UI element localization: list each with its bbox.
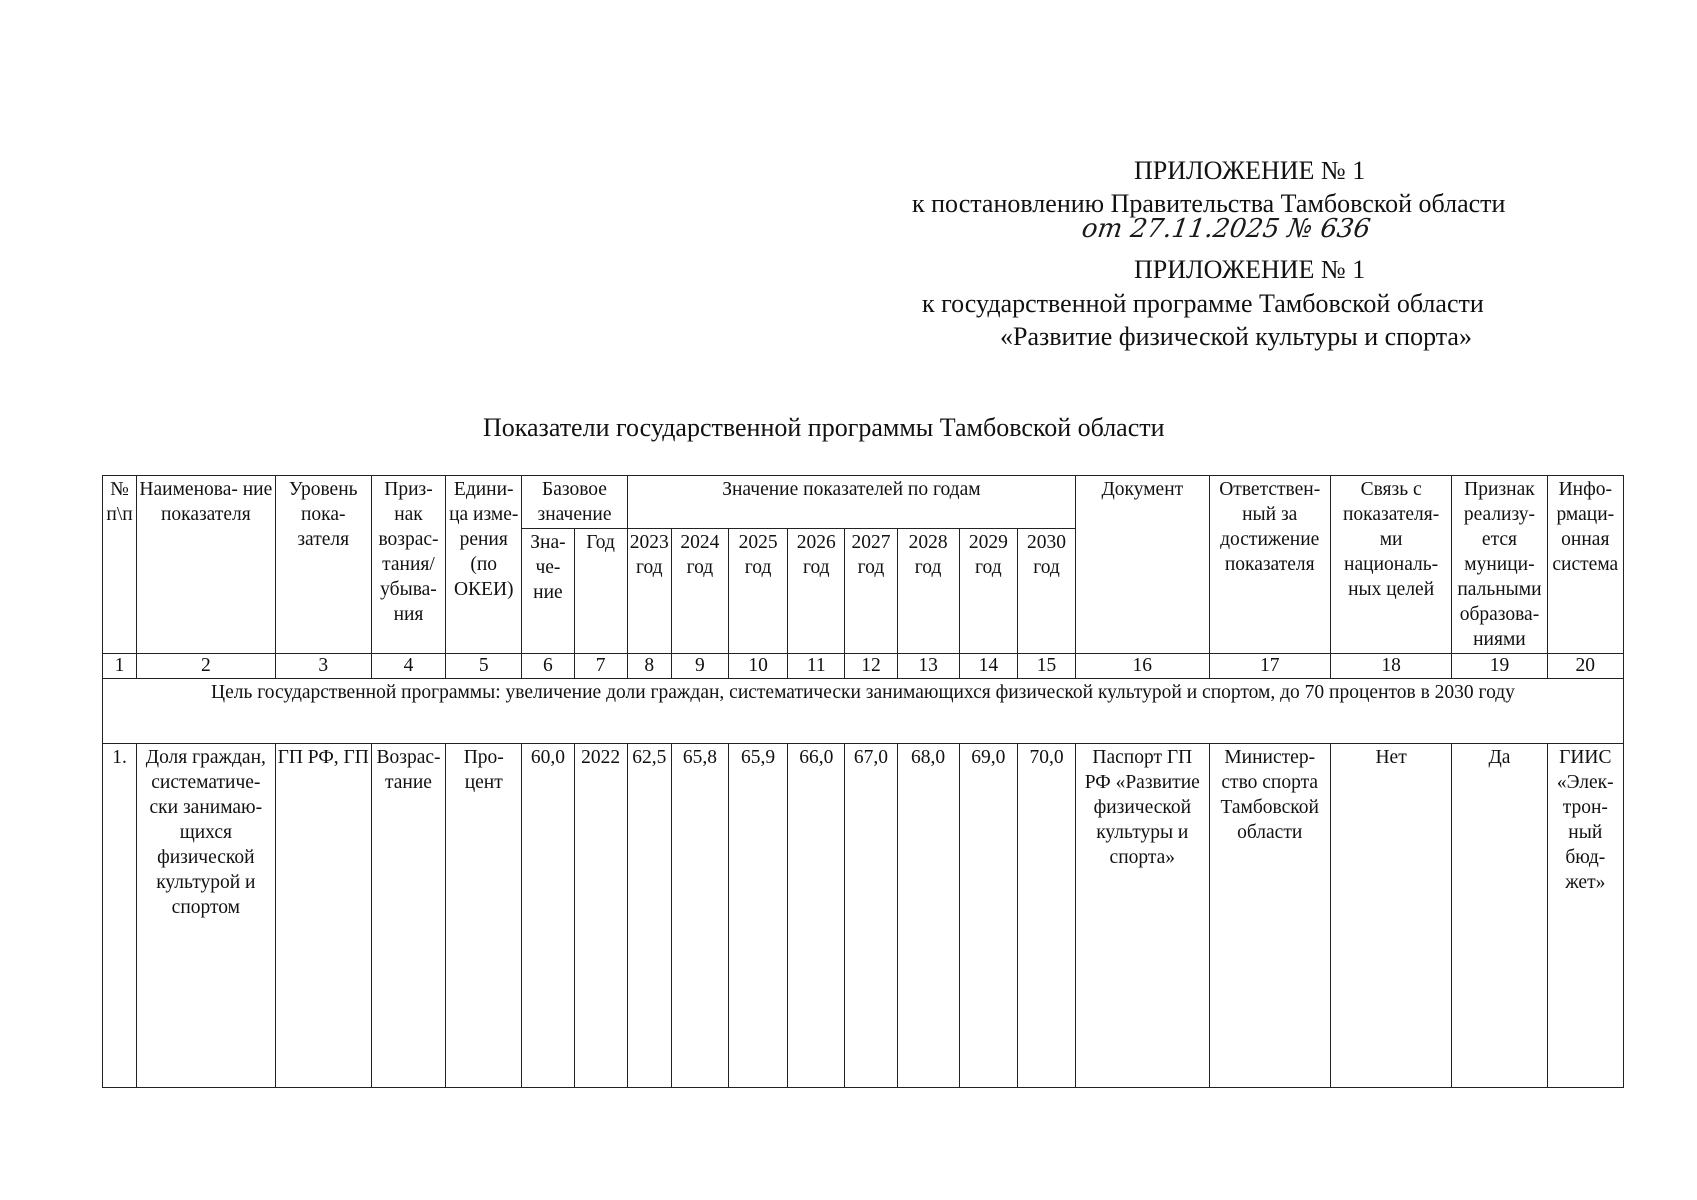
header-responsible: Ответствен- ный за достижение показателя [1209, 476, 1330, 654]
header-document: Документ [1076, 476, 1209, 654]
row-base-value: 60,0 [522, 744, 574, 1088]
header-num: № п\п [103, 476, 137, 654]
appendix2-subtitle: к государственной программе Тамбовской области [922, 289, 1484, 318]
column-number: 12 [845, 654, 897, 679]
column-number: 16 [1076, 654, 1209, 679]
column-number: 11 [788, 654, 845, 679]
indicators-table [102, 475, 1624, 1088]
row-unit: Про- цент [446, 744, 522, 1088]
column-number: 4 [371, 654, 445, 679]
column-number: 1 [103, 654, 137, 679]
column-number: 2 [137, 654, 275, 679]
column-number: 8 [627, 654, 671, 679]
header-year-2027: 2027 год [845, 529, 897, 654]
row-value-2026: 66,0 [788, 744, 845, 1088]
header-sign: Приз- нак возрас- тания/ убыва- ния [371, 476, 445, 654]
appendix1-title: ПРИЛОЖЕНИЕ № 1 [1134, 156, 1366, 185]
row-value-2030: 70,0 [1017, 744, 1075, 1088]
row-infosys: ГИИС «Элек- трон- ный бюд- жет» [1547, 744, 1623, 1088]
handwritten-date-number: от 27.11.2025 № 636 [1079, 214, 1373, 244]
row-value-2024: 65,8 [671, 744, 728, 1088]
header-years-group: Значение показателей по годам [627, 476, 1075, 529]
row-value-2023: 62,5 [627, 744, 671, 1088]
program-goal: Цель государственной программы: увеличение доли граждан, систематически занимающихся физической культурой и спортом, до 70 процентов в 2030 году [103, 679, 1624, 744]
header-base-value: Зна- че- ние [522, 529, 574, 654]
column-number: 20 [1547, 654, 1623, 679]
table-row [103, 744, 1624, 1088]
row-num: 1. [103, 744, 137, 1088]
row-municipal: Да [1452, 744, 1547, 1088]
row-name: Доля граждан, систематиче- ски занимаю- щихся физической культурой и спортом [137, 744, 275, 1088]
header-year-2024: 2024 год [671, 529, 728, 654]
column-number: 5 [446, 654, 522, 679]
header-base-year: Год [574, 529, 627, 654]
column-number: 6 [522, 654, 574, 679]
header-year-2026: 2026 год [788, 529, 845, 654]
column-number: 19 [1452, 654, 1547, 679]
header-unit: Едини- ца изме- рения (по ОКЕИ) [446, 476, 522, 654]
header-municipal: Признак реализу- ется муници- пальными образова- ниями [1452, 476, 1547, 654]
appendix1-subtitle: к постановлению Правительства Тамбовской области [912, 189, 1506, 218]
column-number: 15 [1017, 654, 1075, 679]
column-numbers-row [103, 654, 1624, 679]
row-responsible: Министер- ство спорта Тамбовской области [1209, 744, 1330, 1088]
row-value-2028: 68,0 [897, 744, 959, 1088]
row-document: Паспорт ГП РФ «Развитие физической культуры и спорта» [1076, 744, 1209, 1088]
header-base: Базовое значение [522, 476, 627, 529]
row-base-year: 2022 [574, 744, 627, 1088]
header-year-2023: 2023 год [627, 529, 671, 654]
column-number: 13 [897, 654, 959, 679]
row-value-2025: 65,9 [729, 744, 788, 1088]
header-level: Уровень пока- зателя [275, 476, 371, 654]
appendix2-title: ПРИЛОЖЕНИЕ № 1 [1134, 255, 1366, 284]
row-level: ГП РФ, ГП [275, 744, 371, 1088]
row-link: Нет [1330, 744, 1451, 1088]
goal-row [103, 679, 1624, 744]
header-infosys: Инфо- рмаци- онная система [1547, 476, 1623, 654]
header-year-2025: 2025 год [729, 529, 788, 654]
row-value-2029: 69,0 [959, 744, 1017, 1088]
column-number: 9 [671, 654, 728, 679]
column-number: 17 [1209, 654, 1330, 679]
table-title: Показатели государственной программы Тамбовской области [483, 413, 1165, 442]
row-value-2027: 67,0 [845, 744, 897, 1088]
column-number: 7 [574, 654, 627, 679]
column-number: 10 [729, 654, 788, 679]
program-name: «Развитие физической культуры и спорта» [1000, 322, 1472, 351]
column-number: 14 [959, 654, 1017, 679]
header-year-2028: 2028 год [897, 529, 959, 654]
row-sign: Возрас- тание [371, 744, 445, 1088]
column-number: 18 [1330, 654, 1451, 679]
header-link: Связь с показателя- ми националь- ных целей [1330, 476, 1451, 654]
column-number: 3 [275, 654, 371, 679]
header-name: Наименова- ние показателя [137, 476, 275, 654]
header-year-2030: 2030 год [1017, 529, 1075, 654]
header-row-top [103, 476, 1624, 529]
header-year-2029: 2029 год [959, 529, 1017, 654]
